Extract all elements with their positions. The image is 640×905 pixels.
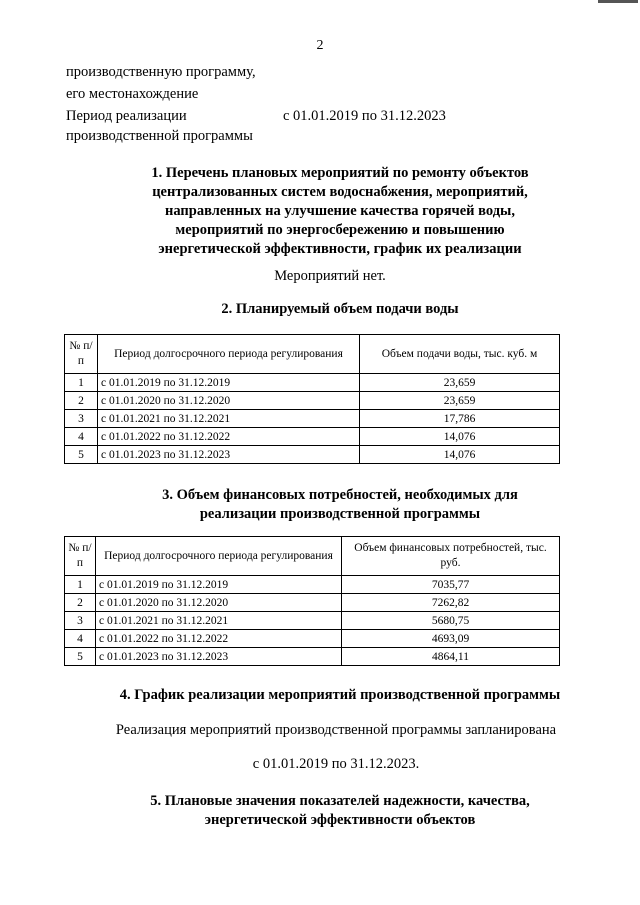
- column-header: Период долгосрочного периода регулирования: [98, 335, 360, 374]
- row-period: с 01.01.2023 по 31.12.2023: [96, 648, 342, 666]
- row-value: 23,659: [360, 392, 560, 410]
- row-period: с 01.01.2021 по 31.12.2021: [96, 612, 342, 630]
- row-value: 4693,09: [342, 630, 560, 648]
- header-line-1: производственную программу,: [66, 64, 256, 80]
- row-number: 3: [65, 410, 98, 428]
- table-row: [65, 576, 560, 594]
- period-value: с 01.01.2019 по 31.12.2023: [283, 108, 446, 124]
- row-value: 14,076: [360, 428, 560, 446]
- row-period: с 01.01.2021 по 31.12.2021: [98, 410, 360, 428]
- column-header: № п/п: [65, 537, 96, 576]
- section-1-text: Мероприятий нет.: [274, 268, 386, 284]
- table-row: [65, 648, 560, 666]
- table-header-row: [65, 335, 560, 374]
- scan-edge-mark: [598, 0, 638, 3]
- table-row: [65, 374, 560, 392]
- table-row: [65, 392, 560, 410]
- row-number: 4: [65, 428, 98, 446]
- table-header-row: [65, 537, 560, 576]
- section-1-title-line: 1. Перечень плановых мероприятий по ремонту объектов: [151, 165, 529, 181]
- table-row: [65, 428, 560, 446]
- water-volume-table: [64, 334, 560, 464]
- row-value: 4864,11: [342, 648, 560, 666]
- section-1-title-line: мероприятий по энергосбережению и повышению: [175, 222, 505, 238]
- row-value: 17,786: [360, 410, 560, 428]
- table-row: [65, 612, 560, 630]
- period-label-2: производственной программы: [66, 128, 253, 144]
- section-4-text-2: с 01.01.2019 по 31.12.2023.: [252, 756, 420, 772]
- row-period: с 01.01.2023 по 31.12.2023: [98, 446, 360, 464]
- section-5-title: [80, 792, 600, 830]
- financial-needs-table: [64, 536, 560, 666]
- row-number: 1: [65, 576, 96, 594]
- row-number: 2: [65, 594, 96, 612]
- section-1-title-line: энергетической эффективности, график их реализации: [158, 241, 522, 257]
- section-5-title-line: 5. Плановые значения показателей надежности, качества,: [150, 793, 530, 809]
- row-number: 5: [65, 648, 96, 666]
- row-number: 1: [65, 374, 98, 392]
- period-label: Период реализации: [66, 108, 187, 124]
- section-3-title-line: реализации производственной программы: [199, 506, 481, 522]
- section-1-title-line: направленных на улучшение качества горячей воды,: [164, 203, 515, 219]
- section-3-title-line: 3. Объем финансовых потребностей, необходимых для: [162, 487, 518, 503]
- table-row: [65, 594, 560, 612]
- row-value: 7035,77: [342, 576, 560, 594]
- row-value: 14,076: [360, 446, 560, 464]
- column-header: № п/п: [65, 335, 98, 374]
- section-4-text-1: Реализация мероприятий производственной программы запланирована: [115, 722, 557, 738]
- section-1-title-line: централизованных систем водоснабжения, мероприятий,: [152, 184, 528, 200]
- table-row: [65, 630, 560, 648]
- row-value: 23,659: [360, 374, 560, 392]
- row-number: 2: [65, 392, 98, 410]
- row-period: с 01.01.2019 по 31.12.2019: [96, 576, 342, 594]
- section-3-title: [80, 486, 600, 524]
- row-number: 4: [65, 630, 96, 648]
- row-value: 7262,82: [342, 594, 560, 612]
- section-4-title: 4. График реализации мероприятий производственной программы: [119, 687, 561, 703]
- column-header: Период долгосрочного периода регулирования: [96, 537, 342, 576]
- row-number: 5: [65, 446, 98, 464]
- table-row: [65, 446, 560, 464]
- section-1-title: [80, 164, 600, 259]
- row-period: с 01.01.2020 по 31.12.2020: [96, 594, 342, 612]
- row-period: с 01.01.2022 по 31.12.2022: [96, 630, 342, 648]
- row-value: 5680,75: [342, 612, 560, 630]
- column-header: Объем подачи воды, тыс. куб. м: [360, 335, 560, 374]
- row-number: 3: [65, 612, 96, 630]
- row-period: с 01.01.2019 по 31.12.2019: [98, 374, 360, 392]
- section-2-title: 2. Планируемый объем подачи воды: [221, 301, 459, 317]
- header-line-2: его местонахождение: [66, 86, 199, 102]
- column-header: Объем финансовых потребностей, тыс. руб.: [342, 537, 560, 576]
- page-number: 2: [316, 38, 324, 53]
- section-5-title-line: энергетической эффективности объектов: [204, 812, 476, 828]
- row-period: с 01.01.2022 по 31.12.2022: [98, 428, 360, 446]
- table-row: [65, 410, 560, 428]
- row-period: с 01.01.2020 по 31.12.2020: [98, 392, 360, 410]
